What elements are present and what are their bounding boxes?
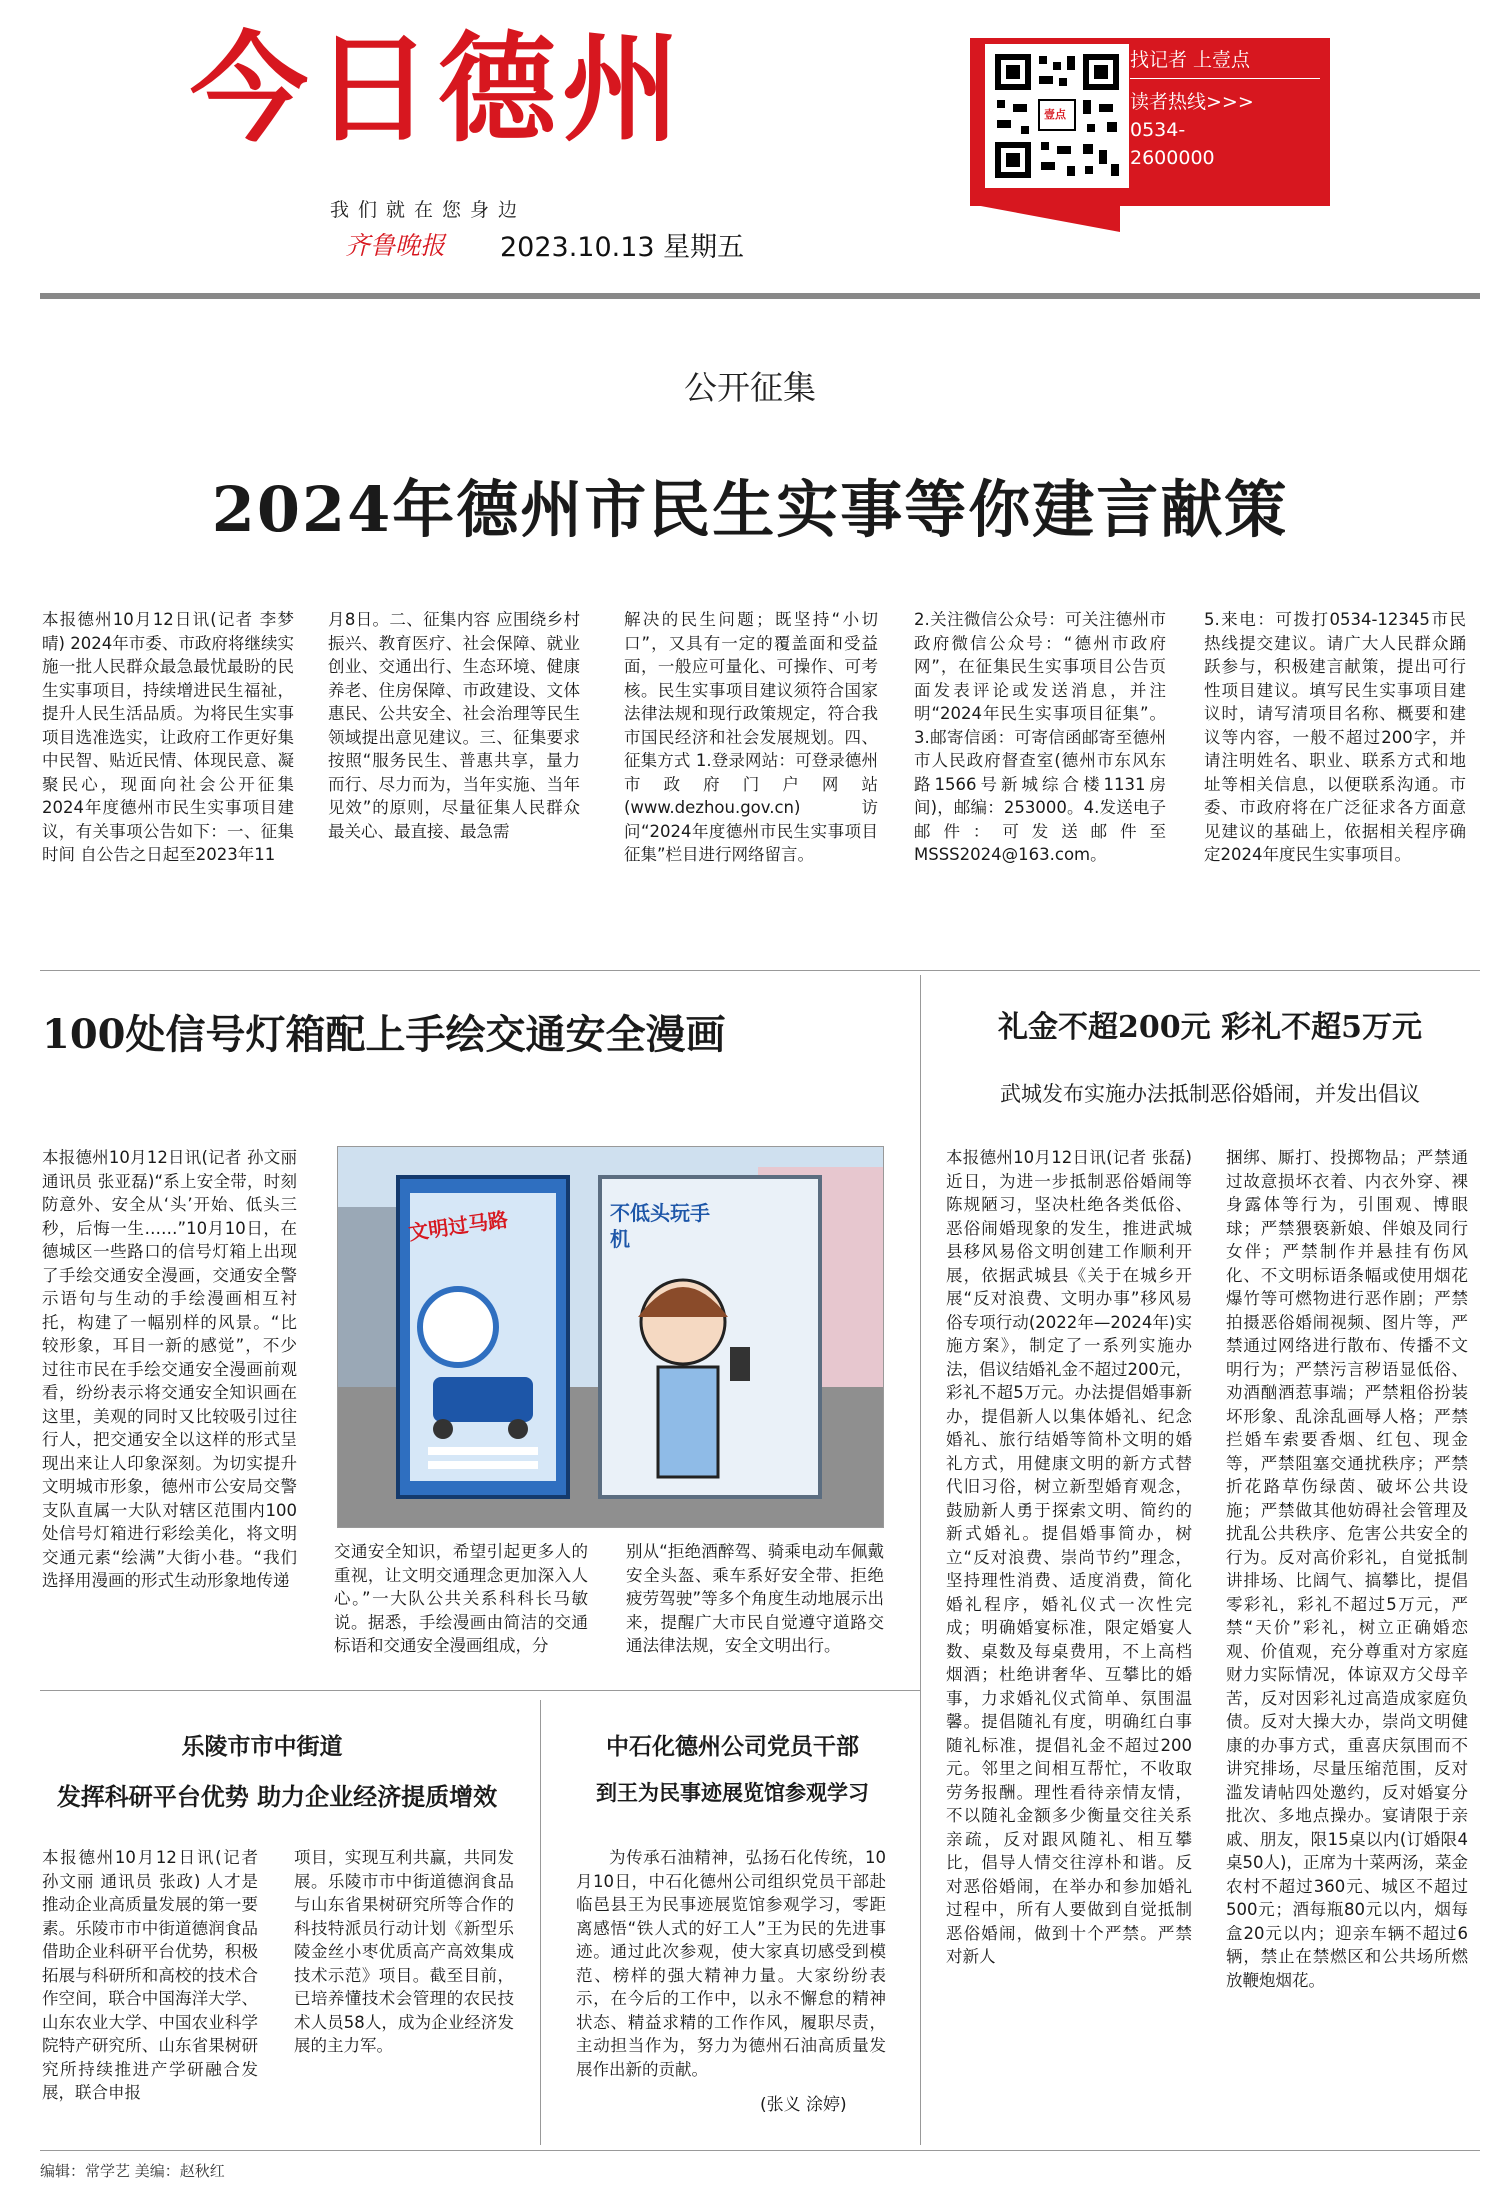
traffic-headline: 100处信号灯箱配上手绘交通安全漫画 (42, 1011, 726, 1058)
lead-kicker: 公开征集 (684, 368, 816, 407)
wedding-column-2: 捆绑、厮打、投掷物品；严禁通过故意损坏衣着、内衣外穿、裸身露体等行为，引围观、博眼球；严禁猥亵新娘、伴娘及同行女伴；严禁制作并悬挂有伤风化、不文明标语条幅或使用烟花爆竹等可燃物进行恶作剧；严禁拍摄恶俗婚闹视频、图片等，严禁通过网络进行散布、传播不文明行为；严禁污言秽语显低俗、劝酒酗酒惹事端；严禁粗俗扮装坏形象、乱涂乱画辱人格；严禁拦婚车索要香烟、红包、现金等，严禁阻塞交通扰秩序；严禁折花路草伤绿茵、破坏公共设施；严禁做其他妨碍社会管理及扰乱公共秩序、危害公共安全的行为。反对高价彩礼，自觉抵制讲排场、比阔气、搞攀比，提倡零彩礼，彩礼不超过5万元，严禁“天价”彩礼，树立正确婚恋观、价值观，充分尊重对方家庭财力实际情况，体谅双方父母辛苦，反对因彩礼过高造成家庭负债。反对大操大办，崇尚文明健康的办事方式，重喜庆氛围而不讲究排场，尽量压缩范围，反对滥发请帖四处邀约，反对婚宴分批次、多地点操办。宴请限于亲戚、朋友，限15桌以内(订婚限4桌50人)，正席为十菜两汤，菜金农村不超过360元、城区不超过500元；酒每瓶80元以内，烟每盒20元以内；迎亲车辆不超过6辆，禁止在禁燃区和公共场所燃放鞭炮烟花。 (1226, 1148, 1468, 1990)
masthead-slogan: 我们就在您身边 (330, 199, 527, 221)
issue-date: 2023.10.13 星期五 (500, 232, 745, 263)
leling-divider (540, 1700, 541, 2145)
lead-column-1: 本报德州10月12日讯(记者 李梦晴) 2024年市委、市政府将继续实施一批人民群众最急最忧最盼的民生实事项目，持续增进民生福祉，提升人民生活品质。为将民生实事项目选准选实，让政府工作更好集中民智、贴近民情、体现民意、凝聚民心，现面向社会公开征集2024年度德州市民生实事项目建议，有关事项公告如下：一、征集时间 自公告之日起至2023年11 (42, 610, 294, 864)
sinopec-subhead: 到王为民事迹展览馆参观学习 (596, 1780, 869, 1805)
footer-credits: 编辑：常学艺 美编：赵秋红 (40, 2162, 225, 2180)
hotline-box-tail (970, 204, 1120, 232)
photo-sign-left: 文明过马路 (407, 1207, 510, 1245)
wedding-column-1: 本报德州10月12日讯(记者 张磊) 近日，为进一步抵制恶俗婚闹等陈规陋习，坚决杜绝各类低俗、恶俗闹婚现象的发生，推进武城县移风易俗文明创建工作顺利开展，依据武城县《关于在城乡开展“反对浪费、文明办事”移风易俗专项行动(2022年—2024年)实施方案》，制定了一系列实施办法，倡议结婚礼金不超过200元，彩礼不超5万元。办法提倡婚事新办，提倡新人以集体婚礼、纪念婚礼、旅行结婚等简朴文明的婚礼方式，用健康文明的新方式替代旧习俗，树立新型婚育观念，鼓励新人勇于探索文明、简约的新式婚礼。提倡婚事简办，树立“反对浪费、崇尚节约”理念，坚持理性消费、适度消费，简化婚礼程序，婚礼仪式一次性完成；明确婚宴标准，限定婚宴人数、桌数及每桌费用，不上高档烟酒；杜绝讲奢华、互攀比的婚事，力求婚礼仪式简单、氛围温馨。提倡随礼有度，明确红白事随礼标准，提倡礼金不超过200元。邻里之间相互帮忙，不收取劳务报酬。理性看待亲情友情，不以随礼金额多少衡量交往关系亲疏，反对跟风随礼、相互攀比，倡导人情交往淳朴和谐。反对恶俗婚闹，在举办和参加婚礼过程中，所有人要做到自觉抵制恶俗婚闹，做到十个严禁。严禁对新人 (946, 1148, 1192, 1966)
leling-subhead: 发挥科研平台优势 助力企业经济提质增效 (56, 1782, 498, 1811)
traffic-column-2: 交通安全知识，希望引起更多人的重视，让文明交通理念更加深入人心。”一大队公共关系科科长马敏说。据悉，手绘漫画由简洁的交通标语和交通安全漫画组成，分 (334, 1542, 588, 1655)
traffic-column-1: 本报德州10月12日讯(记者 孙文丽 通讯员 张亚磊)“系上安全带，时刻防意外、安全从‘头’开始、低头三秒，后悔一生……”10月10日，在德城区一些路口的信号灯箱上出现了手绘交通安全漫画，交通安全警示语句与生动的手绘漫画相互衬托，构建了一幅别样的风景。“比较形象，耳目一新的感觉”，不少过往市民在手绘交通安全漫画前观看，纷纷表示将交通安全知识画在这里，美观的同时又比较吸引过往行人，把交通安全以这样的形式呈现出来让人印象深刻。为切实提升文明城市形象，德州市公安局交警支队直属一大队对辖区范围内100处信号灯箱进行彩绘美化，将文明交通元素“绘满”大街小巷。“我们选择用漫画的形式生动形象地传递 (42, 1148, 297, 1590)
sinopec-byline: (张义 涂婷) (760, 2095, 847, 2115)
column-divider-vertical (920, 975, 921, 2145)
lead-headline: 2024年德州市民生实事等你建言献策 (211, 473, 1289, 546)
leling-headline: 乐陵市市中街道 (181, 1733, 343, 1760)
wedding-subhead: 武城发布实施办法抵制恶俗婚闹，并发出倡议 (1000, 1082, 1420, 1106)
lead-column-5: 5.来电：可拨打0534-12345市民热线提交建议。请广大人民群众踊跃参与，积极建言献策，提出可行性项目建议。填写民生实事项目建议时，请写清项目名称、概要和建议等内容，一般不超过200字，并请注明姓名、职业、联系方式和地址等相关信息，以便联系沟通。市委、市政府将在广泛征求各方面意见建议的基础上，依据相关程序确定2024年度民生实事项目。 (1204, 610, 1466, 864)
masthead-rule (40, 293, 1480, 299)
lead-column-2: 月8日。二、征集内容 应围绕乡村振兴、教育医疗、社会保障、就业创业、交通出行、生态环境、健康养老、住房保障、市政建设、文体惠民、公共安全、社会治理等民生领域提出意见建议。三、征集要求 按照“服务民生、普惠共享，量力而行、尽力而为，当年实施、当年见效”的原则，尽量征集人民群众最关心、最直接、最急需 (328, 610, 580, 841)
hotline-line-1: 找记者 上壹点 (1130, 49, 1251, 71)
footer-rule (40, 2150, 1480, 2151)
hotline-line-4: 2600000 (1130, 147, 1215, 169)
leling-column-2: 项目，实现互利共赢，共同发展。乐陵市市中街道德润食品与山东省果树研究所等合作的科技特派员行动计划《新型乐陵金丝小枣优质高产高效集成技术示范》项目。截至目前，已培养懂技术会管理的农民技术人员58人，成为企业经济发展的主力军。 (294, 1848, 514, 2055)
hotline-line-2: 读者热线>>> (1130, 91, 1254, 113)
photo-sign-right: 不低头玩手机 (610, 1201, 710, 1251)
sinopec-headline: 中石化德州公司党员干部 (606, 1733, 859, 1760)
brand-logo: 齐鲁晚报 (345, 231, 446, 260)
sinopec-body: 为传承石油精神，弘扬石化传统，10月10日，中石化德州公司组织党员干部赴临邑县王为民事迹展览馆参观学习，零距离感悟“铁人式的好工人”王为民的先进事迹。通过此次参观，使大家真切感受到模范、榜样的强大精神力量。大家纷纷表示，在今后的工作中，以永不懈怠的精神状态、精益求精的工作作风，履职尽责，主动担当作为，努力为德州石油高质量发展作出新的贡献。 (576, 1848, 886, 2079)
section-divider (40, 970, 1480, 971)
lead-column-3: 解决的民生问题；既坚持“小切口”，又具有一定的覆盖面和受益面，一般应可量化、可操作、可考核。民生实事项目建议须符合国家法律法规和现行政策规定，符合我市国民经济和社会发展规划。四、征集方式 1.登录网站：可登录德州市政府门户网站(www.dezhou.gov.cn)访问“2024年度德州市民生实事项目征集”栏目进行网络留言。 (624, 610, 878, 864)
hotline-line-3: 0534- (1130, 119, 1186, 141)
traffic-bottom-rule (40, 1690, 920, 1691)
qr-center-label: 壹点 (1044, 108, 1066, 121)
wedding-headline: 礼金不超200元 彩礼不超5万元 (998, 1010, 1422, 1045)
lead-column-4: 2.关注微信公众号：可关注德州市政府微信公众号：“德州市政府网”，在征集民生实事项目公告页面发表评论或发送消息，并注明“2024年民生实事项目征集”。3.邮寄信函：可寄信函邮寄至德州市人民政府督查室(德州市东风东路1566号新城综合楼1131房间)，邮编：253000。4.发送电子邮件：可发送邮件至MSSS2024@163.com。 (914, 610, 1166, 864)
hotline-divider (1130, 78, 1320, 79)
leling-column-1: 本报德州10月12日讯(记者 孙文丽 通讯员 张政) 人才是推动企业高质量发展的第一要素。乐陵市市中街道德润食品借助企业科研平台优势，积极拓展与科研所和高校的技术合作空间，联合中国海洋大学、山东农业大学、中国农业科学院特产研究所、山东省果树研究所持续推进产学研融合发展，联合申报 (42, 1848, 258, 2102)
masthead-title: 今日德州 (190, 20, 687, 158)
traffic-column-3: 别从“拒绝酒醉驾、骑乘电动车佩戴安全头盔、乘车系好安全带、拒绝疲劳驾驶”等多个角度生动地展示出来，提醒广大市民自觉遵守道路交通法律法规，安全文明出行。 (626, 1542, 884, 1655)
